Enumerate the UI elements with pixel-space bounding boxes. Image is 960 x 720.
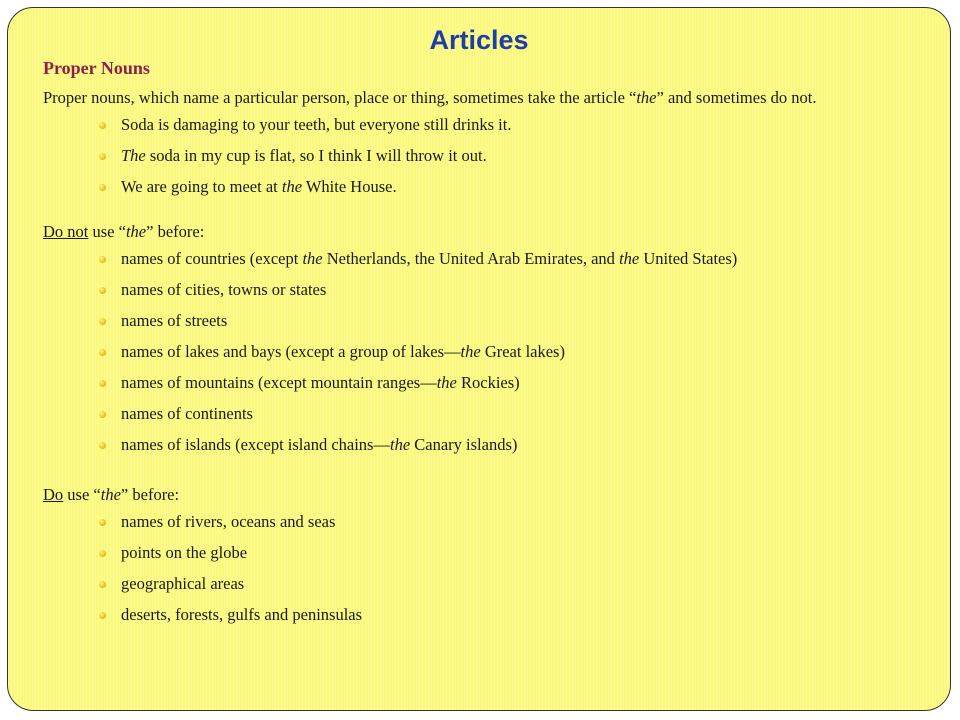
bullet-icon <box>99 318 106 325</box>
do-not-list <box>43 247 942 457</box>
item-text: names of continents <box>121 404 253 423</box>
label-text: use “ <box>63 485 101 504</box>
list-item <box>43 278 942 302</box>
list-item <box>43 402 942 426</box>
item-text: names of lakes and bays (except a group of lakes— <box>121 342 461 361</box>
item-text: White House. <box>302 177 397 196</box>
bullet-icon <box>99 349 106 356</box>
item-italic: the <box>436 373 457 392</box>
item-text: names of countries (except <box>121 249 303 268</box>
label-text: ” before: <box>146 222 205 241</box>
list-item <box>43 433 942 457</box>
slide-title: Articles <box>429 25 529 55</box>
subheading: Proper Nouns <box>43 58 150 78</box>
list-item <box>43 340 942 364</box>
item-text: soda in my cup is flat, so I think I will throw it out. <box>145 146 487 165</box>
intro-text-before: Proper nouns, which name a particular person, place or thing, sometimes take the article “ <box>43 88 637 107</box>
slide <box>7 7 951 711</box>
intro-text-after: ” and sometimes do not. <box>656 88 817 107</box>
item-italic: the <box>389 435 411 454</box>
item-text: names of rivers, oceans and seas <box>121 512 336 531</box>
item-text: Great lakes) <box>480 342 565 361</box>
label-text: ” before: <box>120 485 180 504</box>
bullet-icon <box>99 550 106 557</box>
item-text: names of mountains (except mountain ranges— <box>121 373 437 392</box>
list-item <box>43 541 942 565</box>
item-text: United States) <box>639 249 738 268</box>
item-text: Rockies) <box>456 373 520 392</box>
list-item <box>43 113 942 137</box>
bullet-icon <box>99 519 106 526</box>
bullet-icon <box>99 442 106 449</box>
list-item <box>43 510 942 534</box>
item-text: names of islands (except island chains— <box>121 435 390 454</box>
intro-paragraph <box>43 86 942 110</box>
list-item <box>43 247 942 271</box>
bullet-icon <box>99 411 106 418</box>
item-text: Canary islands) <box>410 435 518 454</box>
list-item <box>43 371 942 395</box>
item-italic: The <box>121 146 146 165</box>
list-item <box>43 309 942 333</box>
list-item <box>43 603 942 627</box>
bullet-icon <box>99 380 106 387</box>
item-italic: the <box>460 342 481 361</box>
do-not-underlined: Do not <box>43 222 89 241</box>
bullet-icon <box>99 581 106 588</box>
item-text: Netherlands, the United Arab Emirates, and <box>322 249 620 268</box>
do-not-heading <box>43 220 942 244</box>
bullet-icon <box>99 184 106 191</box>
spacer <box>43 464 942 483</box>
spacer <box>43 206 942 220</box>
do-underlined: Do <box>43 485 64 504</box>
bullet-icon <box>99 287 106 294</box>
item-italic: the <box>619 249 640 268</box>
label-italic: the <box>100 485 121 504</box>
item-text: names of streets <box>121 311 228 330</box>
bullet-icon <box>99 122 106 129</box>
item-text: names of cities, towns or states <box>121 280 327 299</box>
item-text: Soda is damaging to your teeth, but everyone still drinks it. <box>121 115 512 134</box>
item-text: geographical areas <box>121 574 245 593</box>
do-list <box>43 510 942 627</box>
item-italic: the <box>281 177 303 196</box>
bullet-icon <box>99 612 106 619</box>
intro-italic: the <box>636 88 657 107</box>
slide-content <box>43 56 942 634</box>
item-text: points on the globe <box>121 543 248 562</box>
label-text: use “ <box>88 222 126 241</box>
list-item <box>43 572 942 596</box>
examples-list <box>43 113 942 199</box>
list-item <box>43 144 942 168</box>
list-item <box>43 175 942 199</box>
bullet-icon <box>99 256 106 263</box>
item-text: We are going to meet at <box>121 177 282 196</box>
label-italic: the <box>125 222 147 241</box>
item-italic: the <box>302 249 323 268</box>
item-text: deserts, forests, gulfs and peninsulas <box>121 605 363 624</box>
do-heading <box>43 483 942 507</box>
bullet-icon <box>99 153 106 160</box>
